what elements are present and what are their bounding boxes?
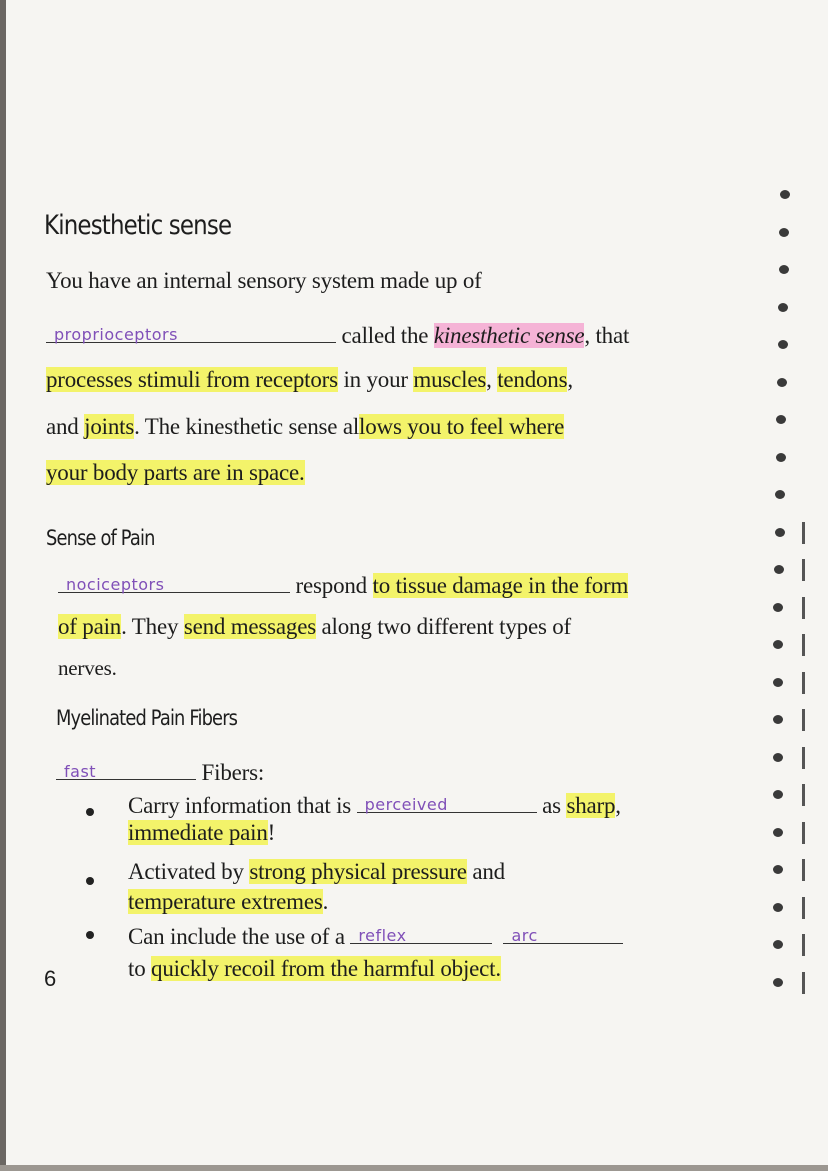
answer-blank: fast <box>56 757 196 780</box>
text-line: proprioceptors called the kinesthetic sense, that <box>46 320 629 349</box>
answer-blank: perceived <box>357 790 537 813</box>
spiral-wire-icon <box>802 672 805 694</box>
spiral-hole-icon <box>778 303 788 312</box>
page-number: 6 <box>44 966 57 991</box>
page-edge <box>0 0 6 1171</box>
spiral-wire-icon <box>802 709 805 731</box>
spiral-wire-icon <box>802 634 805 656</box>
text-line: your body parts are in space. <box>46 460 305 485</box>
spiral-hole-icon <box>780 190 790 199</box>
text-line: nociceptors respond to tissue damage in the form <box>58 570 628 599</box>
text-line: Activated by strong physical pressure and <box>128 859 505 884</box>
spiral-wire-icon <box>802 897 805 919</box>
bullet-icon <box>86 808 94 816</box>
answer-blank: nociceptors <box>58 570 290 593</box>
spiral-hole-icon <box>777 378 787 387</box>
spiral-hole-icon <box>773 790 783 799</box>
spiral-wire-icon <box>802 972 805 994</box>
bullet-icon <box>86 877 94 885</box>
spiral-hole-icon <box>773 903 783 912</box>
text-line: immediate pain! <box>128 820 276 845</box>
page-bottom-edge <box>0 1165 828 1171</box>
spiral-hole-icon <box>773 828 783 837</box>
spiral-hole-icon <box>774 565 784 574</box>
text-line: Can include the use of a reflex arc <box>128 921 623 950</box>
spiral-hole-icon <box>773 978 783 987</box>
spiral-hole-icon <box>773 603 783 612</box>
spiral-hole-icon <box>776 453 786 462</box>
text-line: You have an internal sensory system made up of <box>46 268 482 293</box>
text-line: of pain. They send messages along two different types of <box>58 614 572 639</box>
heading-sense-of-pain: Sense of Pain <box>46 526 155 550</box>
spiral-hole-icon <box>775 490 785 499</box>
answer-blank: reflex <box>350 921 492 944</box>
spiral-hole-icon <box>773 715 783 724</box>
spiral-hole-icon <box>773 940 783 949</box>
spiral-hole-icon <box>776 415 786 424</box>
text-line: and joints. The kinesthetic sense allows you to feel where <box>46 414 565 439</box>
spiral-wire-icon <box>802 859 805 881</box>
spiral-hole-icon <box>778 340 788 349</box>
spiral-hole-icon <box>773 640 783 649</box>
answer-blank: proprioceptors <box>46 320 336 343</box>
spiral-hole-icon <box>773 753 783 762</box>
spiral-wire-icon <box>802 822 805 844</box>
spiral-binding <box>760 190 820 1010</box>
spiral-wire-icon <box>802 747 805 769</box>
spiral-hole-icon <box>775 528 785 537</box>
answer-blank: arc <box>503 921 623 944</box>
text-line: fast Fibers: <box>56 757 264 786</box>
spiral-hole-icon <box>773 678 783 687</box>
text-line: to quickly recoil from the harmful object. <box>128 956 501 981</box>
heading-myelinated: Myelinated Pain Fibers <box>56 706 238 730</box>
spiral-hole-icon <box>779 228 789 237</box>
text-line: processes stimuli from receptors in your muscles, tendons, <box>46 367 573 392</box>
text-line: Carry information that is perceived as sharp, <box>128 790 621 819</box>
text-line: temperature extremes. <box>128 889 329 914</box>
spiral-wire-icon <box>802 784 805 806</box>
spiral-hole-icon <box>779 265 789 274</box>
spiral-wire-icon <box>802 934 805 956</box>
spiral-wire-icon <box>802 559 805 581</box>
spiral-wire-icon <box>802 522 805 544</box>
heading-kinesthetic: Kinesthetic sense <box>44 210 232 241</box>
text-line: nerves. <box>58 656 117 680</box>
bullet-icon <box>86 931 94 939</box>
spiral-hole-icon <box>773 865 783 874</box>
spiral-wire-icon <box>802 597 805 619</box>
